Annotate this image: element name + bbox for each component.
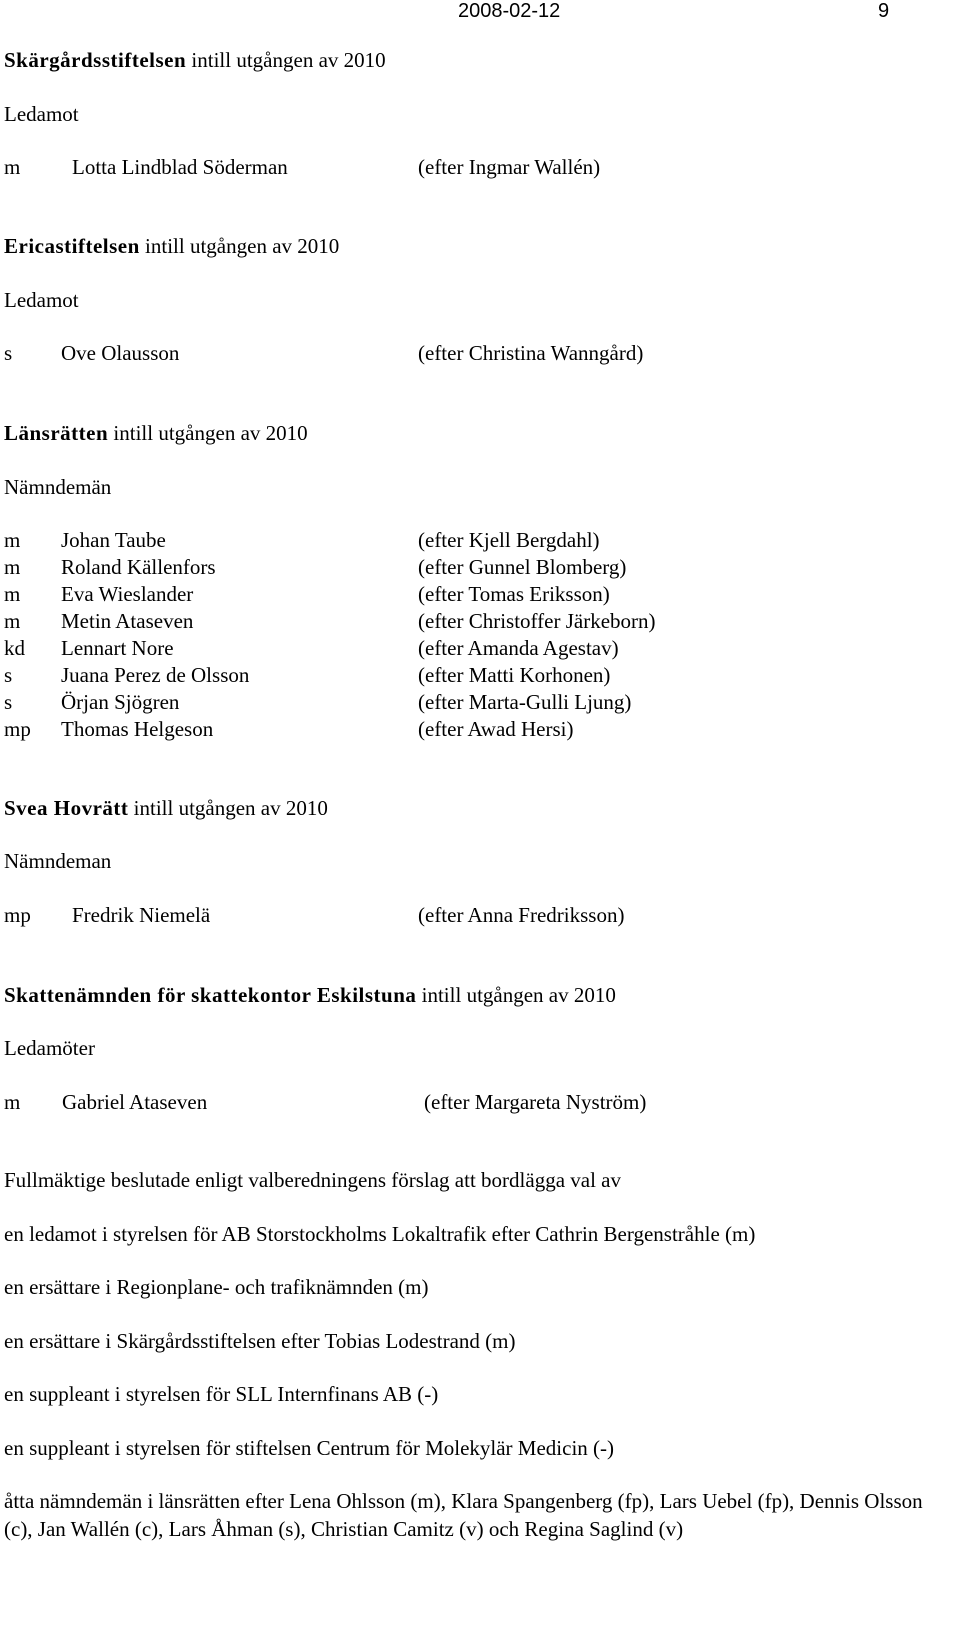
member-party: m <box>4 582 21 606</box>
member-name: Thomas Helgeson <box>61 717 214 741</box>
member-party: s <box>4 690 13 714</box>
section-title-bold: Länsrätten <box>4 421 109 445</box>
section-title-rest: intill utgången av 2010 <box>416 983 616 1007</box>
section-title <box>4 236 339 257</box>
member-party: mp <box>4 717 31 741</box>
member-replaces: (efter Christoffer Järkeborn) <box>418 609 656 633</box>
section-title-bold: Skattenämnden för skattekontor Eskilstuna <box>4 983 417 1007</box>
section-role: Nämndeman <box>4 849 112 873</box>
section-title <box>4 985 616 1006</box>
member-replaces: (efter Tomas Eriksson) <box>418 582 610 606</box>
paragraph-item: en suppleant i styrelsen för stiftelsen Centrum för Molekylär Medicin (-) <box>4 1436 615 1460</box>
member-party: kd <box>4 636 25 660</box>
member-name: Roland Källenfors <box>61 555 216 579</box>
section-title <box>4 798 328 819</box>
section-role: Ledamot <box>4 102 79 126</box>
section-title-rest: intill utgången av 2010 <box>139 234 340 258</box>
paragraph-decision: Fullmäktige beslutade enligt valberedningens förslag att bordlägga val av <box>4 1168 621 1192</box>
member-replaces: (efter Matti Korhonen) <box>418 663 611 687</box>
member-name: Fredrik Niemelä <box>72 903 211 927</box>
member-replaces: (efter Marta-Gulli Ljung) <box>418 690 632 714</box>
member-name: Metin Ataseven <box>61 609 194 633</box>
member-replaces: (efter Margareta Nyström) <box>424 1090 647 1114</box>
member-name: Ove Olausson <box>61 341 180 365</box>
section-title <box>4 423 308 444</box>
member-replaces: (efter Gunnel Blomberg) <box>418 555 627 579</box>
section-title-bold: Skärgårdsstiftelsen <box>4 48 187 72</box>
section-title <box>4 50 386 71</box>
member-replaces: (efter Christina Wanngård) <box>418 341 644 365</box>
member-name: Gabriel Ataseven <box>62 1090 208 1114</box>
paragraph-item: en ledamot i styrelsen för AB Storstockholms Lokaltrafik efter Cathrin Bergenstråhle (m) <box>4 1222 756 1246</box>
section-title-rest: intill utgången av 2010 <box>186 48 386 72</box>
member-name: Lotta Lindblad Söderman <box>72 155 288 179</box>
member-replaces: (efter Awad Hersi) <box>418 717 574 741</box>
section-role: Ledamot <box>4 288 79 312</box>
paragraph-item: en ersättare i Regionplane- och trafiknämnden (m) <box>4 1275 429 1299</box>
section-title-rest: intill utgången av 2010 <box>108 421 308 445</box>
member-replaces: (efter Ingmar Wallén) <box>418 155 601 179</box>
member-name: Örjan Sjögren <box>61 690 180 714</box>
member-name: Juana Perez de Olsson <box>61 663 250 687</box>
member-name: Eva Wieslander <box>61 582 194 606</box>
member-replaces: (efter Amanda Agestav) <box>418 636 619 660</box>
section-role: Nämndemän <box>4 475 112 499</box>
member-party: m <box>4 1090 21 1114</box>
paragraph-item: en suppleant i styrelsen för SLL Internfinans AB (-) <box>4 1382 439 1406</box>
member-party: m <box>4 609 21 633</box>
member-name: Lennart Nore <box>61 636 174 660</box>
paragraph-item: en ersättare i Skärgårdsstiftelsen efter Tobias Lodestrand (m) <box>4 1329 516 1353</box>
section-title-bold: Svea Hovrätt <box>4 796 129 820</box>
member-name: Johan Taube <box>61 528 166 552</box>
member-replaces: (efter Kjell Bergdahl) <box>418 528 600 552</box>
member-party: m <box>4 555 21 579</box>
member-replaces: (efter Anna Fredriksson) <box>418 903 625 927</box>
member-party: s <box>4 663 13 687</box>
member-party: mp <box>4 903 31 927</box>
member-party: m <box>4 528 21 552</box>
member-party: m <box>4 155 21 179</box>
page-number: 9 <box>878 0 890 22</box>
paragraph-item: åtta nämndemän i länsrätten efter Lena Ohlsson (m), Klara Spangenberg (fp), Lars Uebel (fp), Dennis Olsson (c), Jan Wallén (c), Lars Åhman (s), Christian Camitz (v) och Regina Saglind (v) <box>4 1489 923 1541</box>
section-title-bold: Ericastiftelsen <box>4 234 140 258</box>
section-role: Ledamöter <box>4 1036 95 1060</box>
section-title-rest: intill utgången av 2010 <box>128 796 328 820</box>
page-date: 2008-02-12 <box>458 0 561 22</box>
member-party: s <box>4 341 13 365</box>
